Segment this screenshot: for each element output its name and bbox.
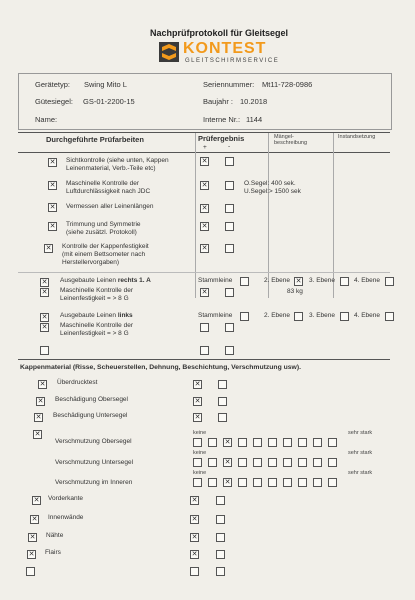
ebene4-label: 4. Ebene <box>354 277 381 284</box>
section2-title: Kappenmaterial (Risse, Scheuerstellen, Dehnung, Beschichtung, Verschmutzung usw). <box>20 364 301 371</box>
ebene2-left-label: 2. Ebene <box>264 312 291 319</box>
machine-left-minus-checkbox[interactable] <box>225 323 234 332</box>
line-strength-value: 83 kg <box>287 288 303 295</box>
untersegel-checkbox[interactable] <box>34 413 43 422</box>
logo-emblem-icon <box>158 41 180 63</box>
dirt-scale-checkbox[interactable] <box>268 438 277 447</box>
dirt-scale-checkbox[interactable] <box>238 438 247 447</box>
table-divider-left <box>195 133 196 298</box>
item-label: Maschinelle Kontrolle der Luftdurchlässigkeit nach JDC <box>66 180 151 195</box>
untersegel-label: Beschädigung Untersegel <box>53 412 128 419</box>
lines-left-checkbox[interactable] <box>40 313 49 322</box>
dirt-scale-checkbox[interactable] <box>283 458 292 467</box>
innenwaende-plus[interactable] <box>190 515 199 524</box>
ueberdrucktest-plus[interactable] <box>193 380 202 389</box>
ueberdrucktest-checkbox[interactable] <box>38 380 47 389</box>
dirt-scale-checkbox[interactable] <box>313 478 322 487</box>
result-plus-checkbox[interactable] <box>200 204 209 213</box>
flairs-minus[interactable] <box>216 550 225 559</box>
internal-label: Interne Nr.: <box>203 115 241 124</box>
result-minus-checkbox[interactable] <box>225 181 234 190</box>
dirt-label: Verschmutzung Untersegel <box>55 459 134 466</box>
item-label: Sichtkontrolle (siehe unten, Kappen Leinenmaterial, Verb.-Teile etc) <box>66 157 169 172</box>
scale-high-label: sehr stark <box>348 450 373 456</box>
dirt-scale-checkbox[interactable] <box>283 478 292 487</box>
stammleine-left-checkbox[interactable] <box>240 312 249 321</box>
item-checkbox[interactable] <box>48 222 57 231</box>
machine-left-label: Maschinelle Kontrolle der Leinenfestigkeit = > 8 G <box>60 322 133 337</box>
ebene3-checkbox[interactable] <box>340 277 349 286</box>
dirt-scale-checkbox[interactable] <box>193 438 202 447</box>
minus-header: - <box>228 143 231 150</box>
result-minus-checkbox[interactable] <box>225 157 234 166</box>
logo-subtitle: GLEITSCHIRMSERVICE <box>185 58 280 64</box>
innenwaende-minus[interactable] <box>216 515 225 524</box>
dirt-scale-checkbox[interactable] <box>313 438 322 447</box>
dirt-scale-checkbox[interactable] <box>298 458 307 467</box>
lines-left-label: Ausgebaute Leinen links <box>60 312 133 319</box>
dirt-label: Verschmutzung Obersegel <box>55 438 132 445</box>
year-label: Baujahr : <box>203 97 234 106</box>
dirt-scale-checkbox[interactable] <box>298 438 307 447</box>
item-label: Trimmung und Symmetrie (siehe zusätzl. Protokoll) <box>66 221 141 236</box>
dirt-scale-checkbox[interactable] <box>223 458 232 467</box>
flairs-plus[interactable] <box>190 550 199 559</box>
item-checkbox[interactable] <box>48 158 57 167</box>
obersegel-minus[interactable] <box>218 397 227 406</box>
dirt-scale-checkbox[interactable] <box>268 458 277 467</box>
section2-top-rule <box>18 359 390 360</box>
stammleine-left-label: Stammleine <box>198 312 233 319</box>
dirt-scale-checkbox[interactable] <box>328 478 337 487</box>
defects-header: Mängel- beschreibung <box>274 134 308 146</box>
name-label: Name: <box>35 115 58 124</box>
dirt-scale-checkbox[interactable] <box>313 458 322 467</box>
dirt-scale-checkbox[interactable] <box>283 438 292 447</box>
dirt-scale-checkbox[interactable] <box>328 438 337 447</box>
obersegel-plus[interactable] <box>193 397 202 406</box>
empty-row-plus-checkbox[interactable] <box>200 346 209 355</box>
dirt-scale-checkbox[interactable] <box>253 458 262 467</box>
machine-left-checkbox[interactable] <box>40 323 49 332</box>
obersegel-checkbox[interactable] <box>36 397 45 406</box>
ebene3-left-checkbox[interactable] <box>340 312 349 321</box>
vorderkante-label: Vorderkante <box>48 495 84 502</box>
machine-right-label: Maschinelle Kontrolle der Leinenfestigkeit = > 8 G <box>60 287 133 302</box>
year-value: 10.2018 <box>240 97 268 106</box>
item-label: Vermessen aller Leinenlängen <box>66 203 154 210</box>
dirt-scale-checkbox[interactable] <box>208 438 217 447</box>
dirt-scale-checkbox[interactable] <box>208 478 217 487</box>
scale-low-label: keine <box>193 470 207 476</box>
table-divider-right <box>333 133 334 298</box>
ebene3-left-label: 3. Ebene <box>309 312 336 319</box>
vorderkante-plus[interactable] <box>190 496 199 505</box>
dirt-scale-checkbox[interactable] <box>253 438 262 447</box>
flairs-label: Flairs <box>45 549 61 556</box>
result-plus-checkbox[interactable] <box>200 181 209 190</box>
ebene2-label: 2. Ebene <box>264 277 291 284</box>
item-checkbox[interactable] <box>48 181 57 190</box>
verschmutzung-checkbox[interactable] <box>33 430 42 439</box>
result-minus-checkbox[interactable] <box>225 204 234 213</box>
table-divider-mid <box>268 133 269 298</box>
dirt-scale-checkbox[interactable] <box>298 478 307 487</box>
vorderkante-minus[interactable] <box>216 496 225 505</box>
ueberdrucktest-label: Überdrucktest <box>57 379 98 386</box>
section1-title: Durchgeführte Prüfarbeiten <box>46 135 144 144</box>
dirt-label: Verschmutzung im Inneren <box>55 479 133 486</box>
stammleine-label: Stammleine <box>198 277 233 284</box>
ebene2-checkbox[interactable] <box>294 277 303 286</box>
item-label: Kontrolle der Kappenfestigkeit (mit einem Bettsometer nach Herstellervorgaben) <box>62 243 149 266</box>
plus-header: + <box>203 144 207 151</box>
naehte-label: Nähte <box>46 532 64 539</box>
naehte-minus[interactable] <box>216 533 225 542</box>
dirt-scale-checkbox[interactable] <box>328 458 337 467</box>
ebene4-checkbox[interactable] <box>385 277 394 286</box>
machine-right-checkbox[interactable] <box>40 288 49 297</box>
result-plus-checkbox[interactable] <box>200 157 209 166</box>
empty-row-checkbox[interactable] <box>40 346 49 355</box>
extra-row-checkbox[interactable] <box>26 567 35 576</box>
ueberdrucktest-minus[interactable] <box>218 380 227 389</box>
result-minus-checkbox[interactable] <box>225 244 234 253</box>
machine-right-plus-checkbox[interactable] <box>200 288 209 297</box>
lines-top-rule <box>18 272 390 273</box>
scale-high-label: sehr stark <box>348 470 373 476</box>
stammleine-checkbox[interactable] <box>240 277 249 286</box>
result-plus-checkbox[interactable] <box>200 222 209 231</box>
lines-right-label: Ausgebaute Leinen rechts 1. A <box>60 277 151 284</box>
untersegel-minus[interactable] <box>218 413 227 422</box>
logo-brand: KONTEST <box>183 40 267 57</box>
scale-low-label: keine <box>193 430 207 436</box>
device-type-value: Swing Mito L <box>84 80 127 89</box>
section1-header-rule <box>18 152 390 153</box>
dirt-scale-checkbox[interactable] <box>238 458 247 467</box>
ebene4-left-checkbox[interactable] <box>385 312 394 321</box>
dirt-scale-checkbox[interactable] <box>238 478 247 487</box>
device-type-label: Gerätetyp: <box>35 80 71 89</box>
repair-header: Instandsetzung <box>338 134 376 140</box>
innenwaende-label: Innenwände <box>48 514 84 521</box>
item-checkbox[interactable] <box>44 244 53 253</box>
machine-left-plus-checkbox[interactable] <box>200 323 209 332</box>
extra-row-minus[interactable] <box>216 567 225 576</box>
machine-right-minus-checkbox[interactable] <box>225 288 234 297</box>
flairs-checkbox[interactable] <box>27 550 36 559</box>
serial-label: Seriennummer: <box>203 80 255 89</box>
result-title: Prüfergebnis <box>198 134 245 143</box>
dirt-scale-checkbox[interactable] <box>193 458 202 467</box>
ebene4-left-label: 4. Ebene <box>354 312 381 319</box>
lines-right-checkbox[interactable] <box>40 278 49 287</box>
dirt-scale-checkbox[interactable] <box>193 478 202 487</box>
naehte-plus[interactable] <box>190 533 199 542</box>
result-minus-checkbox[interactable] <box>225 222 234 231</box>
serial-value: Mt11-728-0986 <box>262 80 313 89</box>
seal-value: GS-01-2200-15 <box>83 97 135 106</box>
item-checkbox[interactable] <box>48 203 57 212</box>
dirt-scale-checkbox[interactable] <box>253 478 262 487</box>
internal-value: 1144 <box>246 115 263 124</box>
page-title: Nachprüfprotokoll für Gleitsegel <box>150 28 289 38</box>
ebene3-label: 3. Ebene <box>309 277 336 284</box>
scale-low-label: keine <box>193 450 207 456</box>
innenwaende-checkbox[interactable] <box>30 515 39 524</box>
dirt-scale-checkbox[interactable] <box>223 478 232 487</box>
dirt-scale-checkbox[interactable] <box>223 438 232 447</box>
section1-top-rule <box>18 132 390 133</box>
dirt-scale-checkbox[interactable] <box>268 478 277 487</box>
seal-label: Gütesiegel: <box>35 97 73 106</box>
empty-row-minus-checkbox[interactable] <box>225 346 234 355</box>
untersegel-plus[interactable] <box>193 413 202 422</box>
extra-row-plus[interactable] <box>190 567 199 576</box>
ebene2-left-checkbox[interactable] <box>294 312 303 321</box>
obersegel-label: Beschädigung Obersegel <box>55 396 128 403</box>
result-plus-checkbox[interactable] <box>200 244 209 253</box>
naehte-checkbox[interactable] <box>28 533 37 542</box>
item-note: O.Segel: 400 sek. U.Segel:> 1500 sek <box>244 180 301 195</box>
vorderkante-checkbox[interactable] <box>32 496 41 505</box>
kontest-logo <box>158 40 288 68</box>
dirt-scale-checkbox[interactable] <box>208 458 217 467</box>
scale-high-label: sehr stark <box>348 430 373 436</box>
